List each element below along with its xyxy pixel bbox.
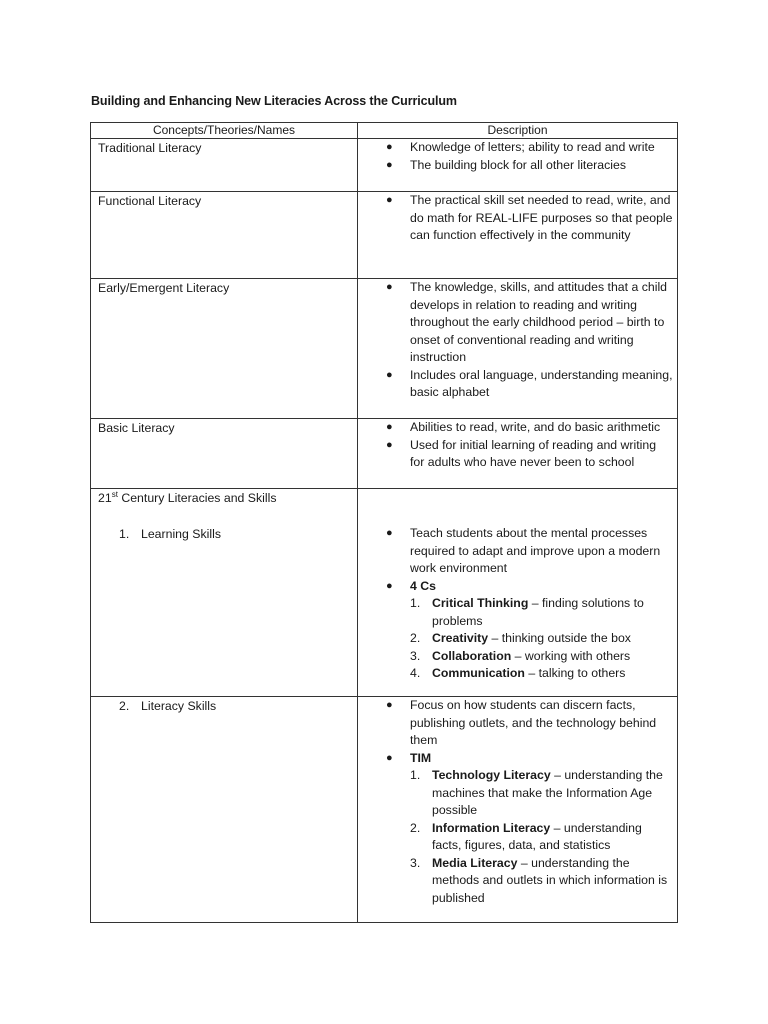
description-cell [358,192,678,279]
list-item: ● 4 Cs [358,578,677,596]
bullet-icon: ● [386,579,393,592]
list-item: 4. Communication – talking to others [410,666,626,680]
concept-name: 21st Century Literacies and Skills [98,489,277,505]
concept-cell [91,139,358,192]
list-item: ● TIM [358,750,677,768]
list-item: ● The building block for all other literacies [358,157,677,175]
bullet-icon: ● [386,141,393,153]
list-item: 2. Information Literacy – understanding facts, figures, data, and statistics [410,820,642,852]
header-concepts: Concepts/Theories/Names [91,123,358,139]
list-item: 2. Creativity – thinking outside the box [410,631,631,645]
list-item: ● The knowledge, skills, and attitudes that a child develops in relation to reading and writing throughout the early childhood period – birth to onset of conventional reading and writing instruction [386,280,668,364]
header-description: Description [358,123,678,139]
description-cell [358,279,678,419]
list-item: 1. Technology Literacy – understanding the machines that make the Information Age possible [410,768,663,817]
sub-concept-literacy-skills: 2. Literacy Skills [119,699,217,713]
concept-name: Early/Emergent Literacy [98,281,230,295]
table-header-row [91,123,678,139]
concept-name: Functional Literacy [98,194,202,208]
description-cell [358,697,678,923]
bullet-icon: ● [386,527,393,539]
table-row [91,279,678,419]
list-item: ● Abilities to read, write, and do basic arithmetic [358,419,677,437]
list-item: ● Teach students about the mental processes required to adapt and improve upon a modern work environment [386,526,661,575]
description-cell [358,139,678,192]
bullet-icon: ● [386,368,393,381]
concept-cell [91,419,358,489]
table-row [91,419,678,489]
list-item: ● Used for initial learning of reading and writing for adults who have never been to school [386,437,657,469]
concept-cell [91,489,358,697]
bullet-icon: ● [386,158,393,171]
table-row [91,697,678,923]
concept-cell [91,192,358,279]
bullet-icon: ● [386,421,393,433]
bullet-icon: ● [386,699,393,711]
table-row [91,489,678,697]
list-item: ● The practical skill set needed to read, write, and do math for REAL-LIFE purposes so that people can function effectively in the community [386,193,673,242]
concept-cell [91,697,358,923]
list-item: ● Includes oral language, understanding meaning, basic alphabet [386,367,673,399]
concept-name: Traditional Literacy [98,141,202,155]
description-cell [358,419,678,489]
concept-cell [91,279,358,419]
list-item: 3. Media Literacy – understanding the methods and outlets in which information is published [410,855,668,905]
table-row [91,139,678,192]
bullet-icon: ● [386,281,393,293]
literacies-table [90,122,678,923]
document-title: Building and Enhancing New Literacies Across the Curriculum [91,94,457,108]
bullet-icon: ● [386,438,393,451]
concept-name: Basic Literacy [98,421,175,435]
list-item: ● Focus on how students can discern facts, publishing outlets, and the technology behind them [386,698,657,747]
bullet-icon: ● [386,194,393,206]
list-item: ● Knowledge of letters; ability to read and write [358,139,677,157]
list-item: 1. Critical Thinking – finding solutions to problems [410,596,644,628]
description-cell [358,489,678,697]
sub-concept-learning-skills: 1. Learning Skills [119,526,221,541]
bullet-icon: ● [386,751,393,764]
list-item: 3. Collaboration – working with others [410,648,631,663]
table-row [91,192,678,279]
